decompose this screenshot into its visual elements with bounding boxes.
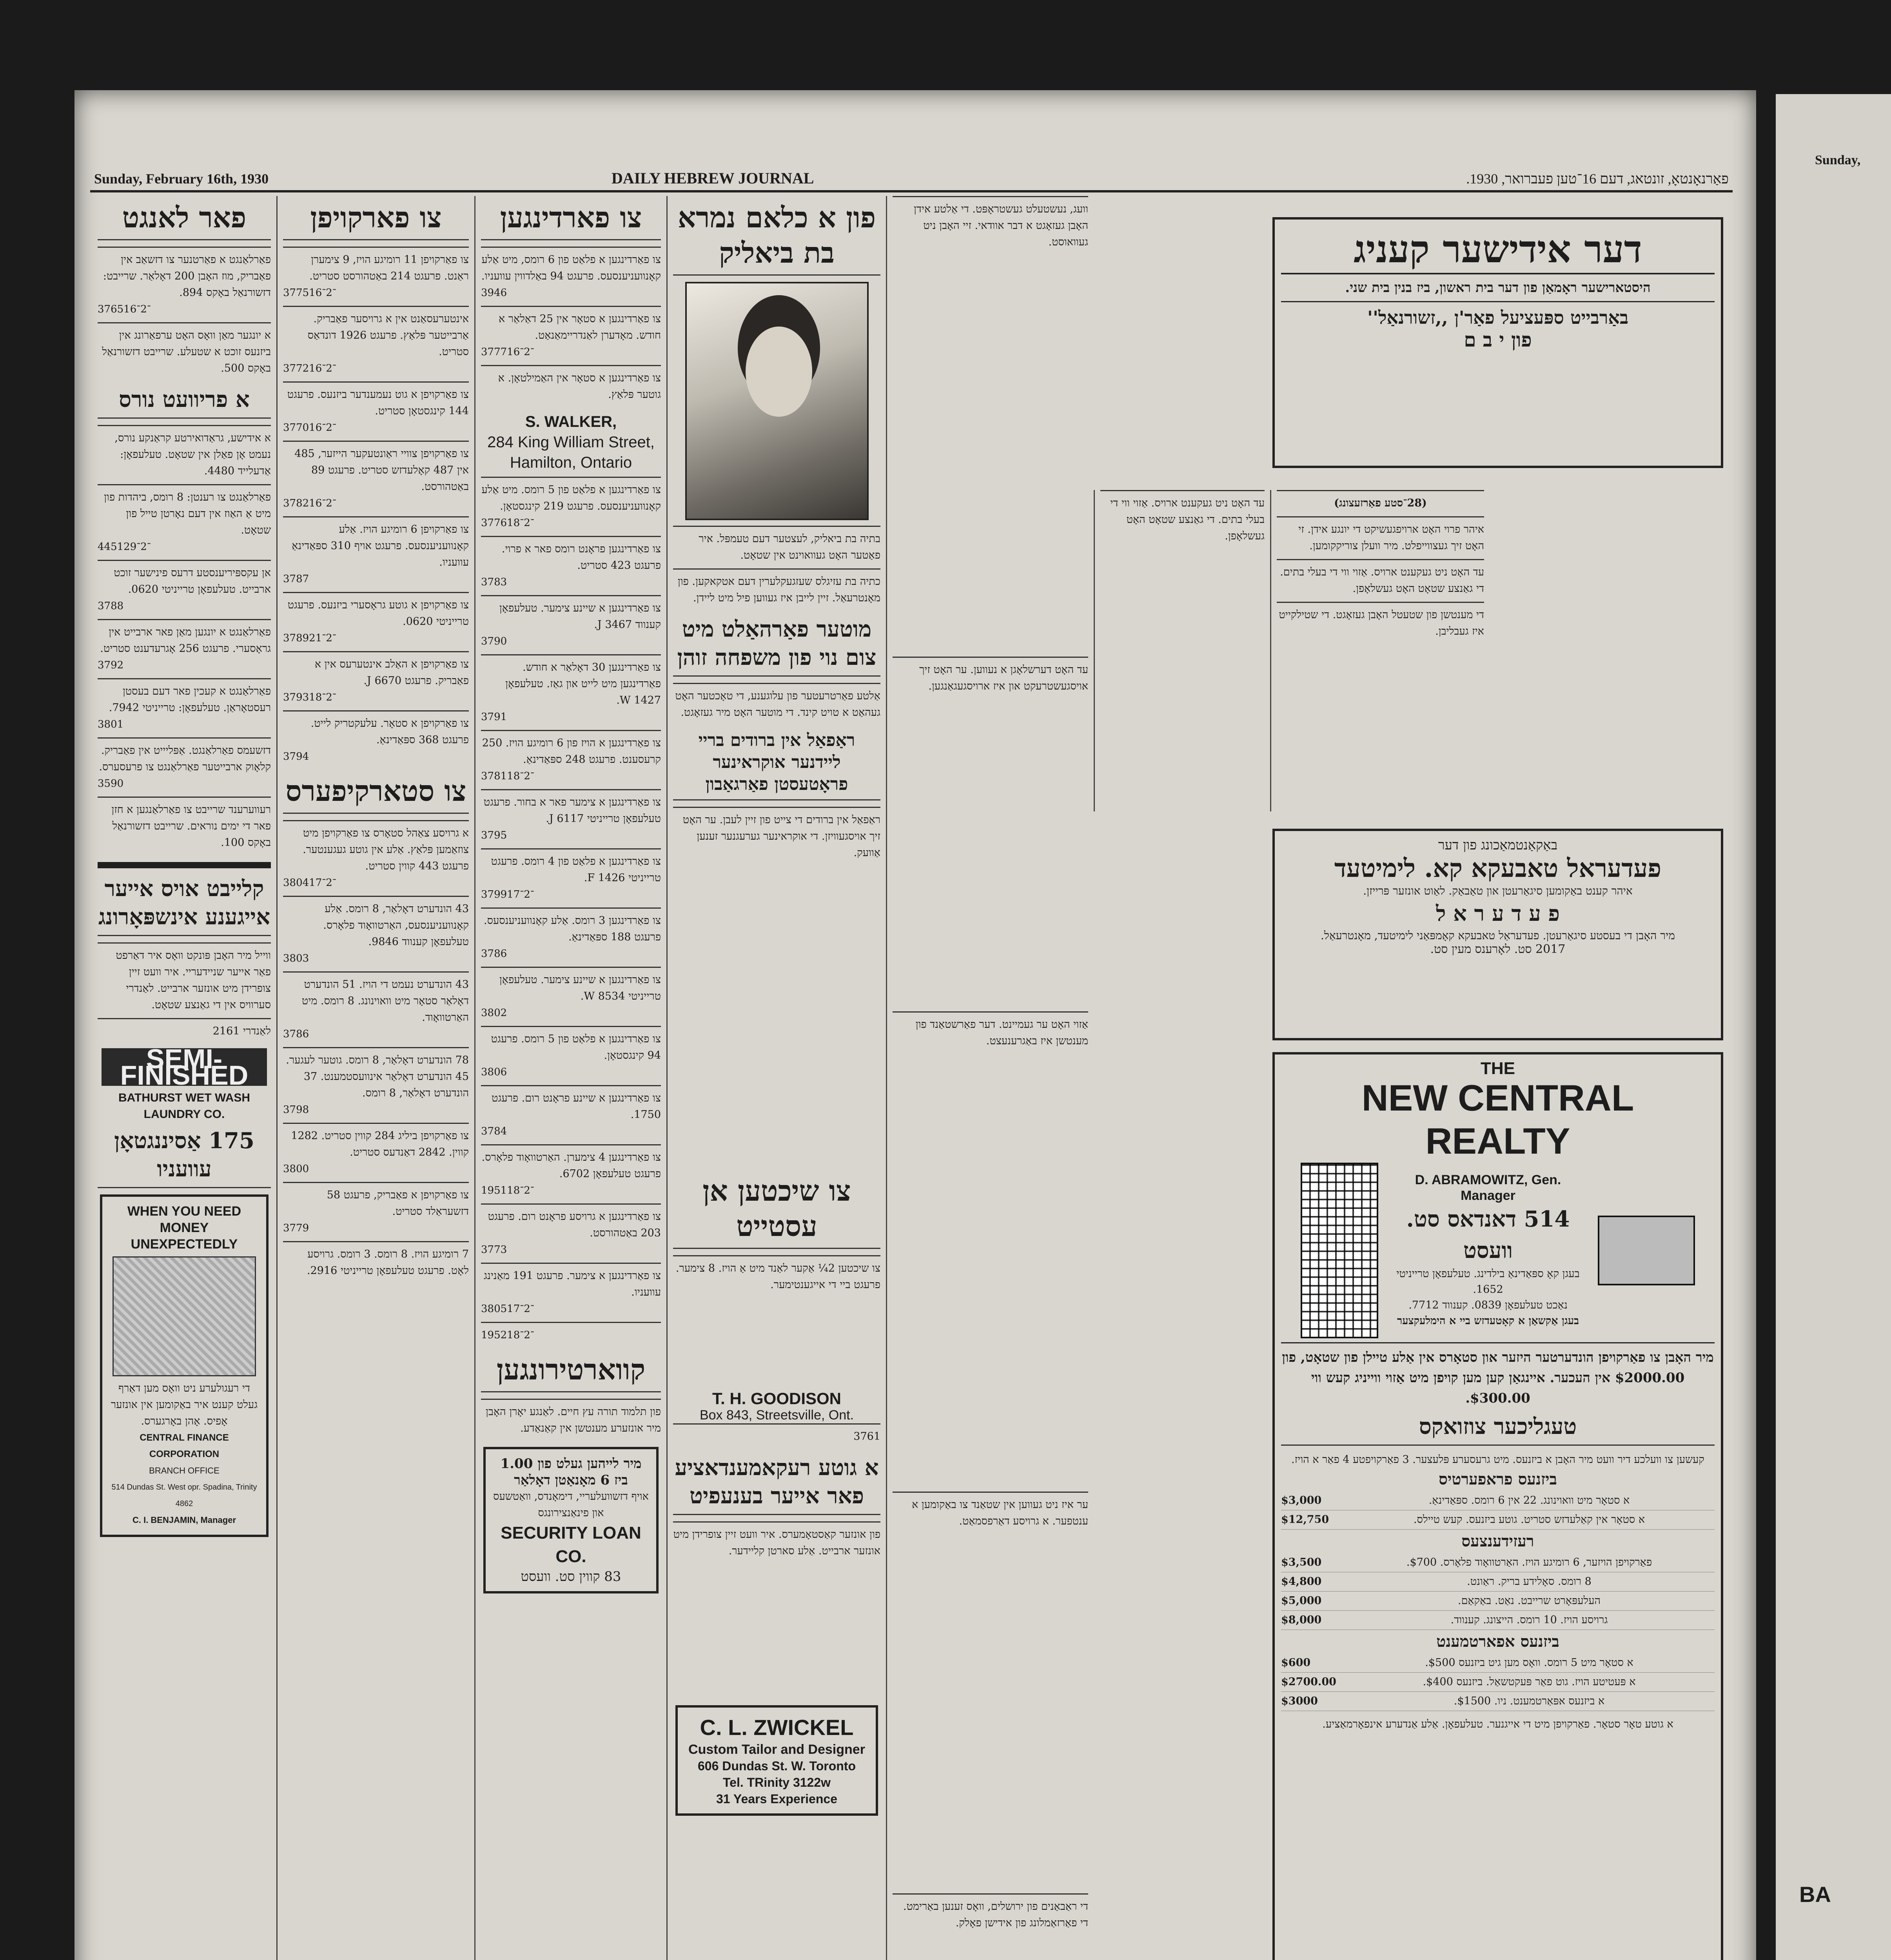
section-header: צו סטארקיפערס xyxy=(283,773,469,814)
masthead-title: DAILY HEBREW JOURNAL xyxy=(612,169,814,187)
classified-ad xyxy=(283,1241,469,1284)
classified-ad xyxy=(283,710,469,769)
serial-body: איהר פרוי האָט ארויפגעשיקט די יונגע אידן. זי האָט זיך געצווייפלט. מיר וועלן צוריקקומען. xyxy=(1277,516,1484,559)
ad-id: 3806 xyxy=(481,1066,507,1078)
serial-body: די מענטשן פון שטעטל האָבן געזאָגט. די שטילקייט איז געבליבן. xyxy=(1277,602,1484,644)
listing-row xyxy=(1281,1611,1715,1630)
editorial-body: ער איז ניט געווען אין שטאַנד צו באַקומען א ענטפער. א גרויסע דאַרפסמאַט. xyxy=(893,1492,1088,1893)
ad-text: 7 רומיגע הויז. 8 רומס. 3 רומס. גרויסע לאָט. פרעגט טעלעפאָן טרייניטי 2916. xyxy=(307,1248,469,1277)
realty-manager: D. ABRAMOWITZ, Gen. Manager xyxy=(1415,1172,1561,1203)
serial-special: באַרבייט ספּעציעל פאַר'ן ,,זשורנאַל'' xyxy=(1281,301,1715,328)
finance-title: WHEN YOU NEED MONEY UNEXPECTEDLY xyxy=(127,1204,241,1252)
tobacco-address: 2017 סט. לאָרענס מעין סט. xyxy=(1430,942,1566,956)
ad-phone: לאַנדרי 2161 xyxy=(98,1018,271,1044)
classified-ad xyxy=(481,848,661,907)
tobacco-name: פ ע ד ע ר א ל xyxy=(1436,901,1560,926)
serial-masthead-box xyxy=(1272,217,1723,468)
realty-section-header: ביזנעס אפארטמענט xyxy=(1436,1632,1559,1651)
ad-id: 3786 xyxy=(481,948,507,960)
ad-id: 3799־2־17 xyxy=(481,889,534,900)
ad-id: 3789־2־21 xyxy=(283,632,336,644)
ad-text: פאַרלאַנגט צו רענטן: 8 רומס, ביהדות פון מיט אַ האַוז אין דעם נאָרטן טייל פון שטאָט. xyxy=(104,491,271,536)
listing-text: העלעפּאָרט שרייבט. נאַט. באַקאַם. xyxy=(1458,1595,1601,1607)
story-body: ראַפאַל אין ברודים די צייט פון זיין לעבן. ער האָט זיך אויסגעוויזן. די אוקראינער גערעגנער זענען אַוועק. xyxy=(673,807,880,1169)
finance-branch: BRANCH OFFICE xyxy=(149,1466,220,1475)
finance-manager: C. I. BENJAMIN, Manager xyxy=(132,1515,236,1525)
classified-ad xyxy=(283,381,469,441)
ad-id: 3793־2־18 xyxy=(283,691,336,703)
realty-address-note: בעגן קאָ ספּאַדינאַ בילדינג. טעלעפאָן טרייניטי 1652. xyxy=(1396,1268,1580,1296)
section-header: צו פארקויפן xyxy=(283,200,469,240)
zwickel-phone: Tel. TRinity 3122w xyxy=(722,1775,831,1789)
tobacco-ad xyxy=(1272,829,1723,1040)
realty-intro: קעשען צו וועלכע דיר וועט מיר האָבן א ביזנעס. מיט גרעסערע פּלעצער. 3 פאַרקויפטע 4 פאַר א הויז. xyxy=(1291,1454,1704,1466)
ad-id: 3795 xyxy=(481,829,507,841)
realty-pitch: מיר האָבן צו פאַרקויפן הונדערטער היזער און סטאָרס אין אַלע טיילן פון שטאָט, פון $2000.00 אין העכער. איינגאַן קען מען קויפן מיט אַזוי ווייניג קעש ווי $300.00. xyxy=(1281,1342,1715,1408)
tobacco-intro: באַקאַנטמאַכונג פון דער xyxy=(1438,837,1558,853)
laundry-logo: SEMI-FINISHED xyxy=(102,1048,267,1086)
section-header: פאר לאנגט xyxy=(98,200,271,240)
classified-ad xyxy=(98,678,271,737)
ad-text: א גרויסע צאַהל סטאָרס צו פאַרקויפן מיט צוזאַמען פּלאַץ. אַלע אין גוטע געגענטער. פרעגט 443 קווין סטריט. xyxy=(303,827,469,872)
ad-text: פאַרלאַנגט א פאַרטנער צו דזשאַב אין פאַבריק, מוז האָבן 200 דאָלאַר. שרייבט: דזשורנאַל באָקס 894. xyxy=(103,254,271,299)
classified-ad xyxy=(481,654,661,730)
classified-ad xyxy=(283,820,469,896)
ad-text: צו פאַרקויפן ביליג 284 קווין סטריט. 1282 קווין. 2842 דאַנדעס סטריט. xyxy=(291,1130,469,1158)
listing-text: א ביזנעס אפּאַרטמענט. ניו. $1500. xyxy=(1454,1695,1605,1707)
serial-subtitle: היסטארישער ראָמאַן פון דער בית ראשון, ביז בנין בית שני. xyxy=(1345,280,1651,296)
masthead xyxy=(90,167,1733,192)
serial-number: (28־סטע פאַרזעצונג) xyxy=(1277,490,1484,516)
ad-text: צו פאַרדינגען א גרויסע פראָנט רום. פרעגט 203 באַטהורסט. xyxy=(488,1210,661,1239)
column-story xyxy=(666,196,886,1960)
story-subhead: מוטער פאַרהאַלט מיט צום נוי פון משפחה זוהן xyxy=(673,615,880,677)
adjacent-page xyxy=(1776,94,1891,1960)
classified-ad xyxy=(283,1182,469,1241)
finance-text: די רעגולערע ניט וואָס מען דאַרף געלט קענט איר באַקומען אין אונזער אָפיס. אָהן באָרגערס. xyxy=(111,1382,258,1427)
listing-price: $12,750 xyxy=(1281,1514,1329,1526)
ad-text: רעווערענד שרייבט צו פאַרלאַנגען א חזן פאר די ימים נוראים. שרייבט דזשורנאַל באָקס 100. xyxy=(111,804,271,849)
photo-caption: בתיה בת ביאליק, לעצטער דעם טעמפּל. איר פאַטער האָט געוואוינט אין שטאָט. xyxy=(673,526,880,568)
walker-city: Hamilton, Ontario xyxy=(510,454,632,471)
classified-ad xyxy=(283,971,469,1047)
ad-text: דזשעמס פאַרלאַנגט. אַפּליייט אין פאַבריק. קלאָוק ארבייטער פאַרלאַנגט צו פרעסערס. xyxy=(99,744,271,773)
tobacco-title: פעדעראל טאבעקא קא. לימיטעד xyxy=(1334,854,1662,883)
masthead-hebrew-date: פאַרנאָנטאָ, זונטאג, דעם 16־טען פעברואר, 1930. xyxy=(1466,171,1729,187)
listing-price: $3,000 xyxy=(1281,1494,1322,1506)
listing-text: 8 רומס. סאָלידע בריק. ראַונט. xyxy=(1467,1575,1592,1588)
finance-ad xyxy=(100,1194,269,1537)
column-for-rent xyxy=(474,196,666,1960)
story-headline: פון א כלאם נמרא בת ביאליק xyxy=(673,200,880,276)
ad-id: 3777־2־16 xyxy=(481,346,534,358)
serial-author: פון י ב ם xyxy=(1464,328,1532,351)
classified-ad xyxy=(283,1123,469,1182)
ad-text: פון אונזער קאַסטאָמערס. איר וועט זיין צופרידן מיט אונזער ארבייט. אַלע סארטן קליידער. xyxy=(673,1521,880,1700)
listing-row xyxy=(1281,1491,1715,1510)
ad-text: צו פאַרקויפן א גוטע גראָסערי ביזנעס. פרעגט טרייניטי 0620. xyxy=(287,599,469,628)
listing-price: $2700.00 xyxy=(1281,1676,1336,1688)
tobacco-body: איהר קענט באַקומען סיגאַרעטן און טאַבאַק. לאַוט אונזער פּרייזן. xyxy=(1363,884,1633,897)
ad-id: 3787 xyxy=(283,573,309,585)
goodison-address: Box 843, Streetsville, Ont. xyxy=(699,1408,854,1423)
listing-row xyxy=(1281,1592,1715,1611)
zwickel-name: C. L. ZWICKEL xyxy=(700,1715,854,1740)
ad-id: 3946 xyxy=(481,287,507,299)
listing-row xyxy=(1281,1653,1715,1673)
classified-ad xyxy=(283,651,469,710)
classified-ad xyxy=(481,1203,661,1263)
zwickel-ad xyxy=(675,1705,878,1816)
ad-id: 3804־2־17 xyxy=(283,877,336,889)
ad-text: 78 הונדערט דאָלאַר, 8 רומס. גוטער לעגער. 45 הונדערט דאָלאַר אינוועסטמענט. 37 הונדערט דאָלאַר, 8 רומס. xyxy=(286,1054,469,1099)
ad-text: צו פאַרדינגען פראָנט רומס פאר א פרוי. פרעגט 423 סטריט. xyxy=(501,543,661,572)
ad-text: צו פאַרדינגען א שיינע צימער. טעלעפאָן קענווד 3467 J. xyxy=(499,602,661,631)
ad-id: 3783 xyxy=(481,576,507,588)
zwickel-address: 606 Dundas St. W. Toronto xyxy=(698,1759,856,1773)
walker-street: 284 King William Street, xyxy=(487,434,655,451)
ad-id: 3772־2־16 xyxy=(283,363,336,374)
ad-id: 3801 xyxy=(98,719,124,730)
ad-text: אינטערעסאַנט אין א גרויסער פאַבריק. אַרבייטער פּלאַץ. פרעגט 1926 דונדאַס סטריט. xyxy=(307,313,469,358)
ad-text: צו פאַרקויפן צוויי ראַונטעקער הייזער, 485 אין 487 קאָלעדזש סטריט. פרעגט 89 באַטהורסט. xyxy=(294,448,469,493)
classified-ad xyxy=(481,1322,661,1348)
ad-id: 4451־2־29 xyxy=(98,541,151,553)
section-header: קלייבט אויס אייער אייגענע אינשפּאָרונג xyxy=(98,875,271,936)
loan-ad xyxy=(483,1447,659,1593)
column-ads xyxy=(92,196,276,1960)
section-header: קווארטירונגען xyxy=(481,1352,661,1392)
listing-text: א סטאָר מיט וואוינונג. 22 אין 6 רומס. ספּאַדינאַ. xyxy=(1428,1494,1630,1506)
classified-ad xyxy=(283,896,469,971)
divider xyxy=(98,862,271,868)
ad-text: פאַרלאַנגט א יונגען מאַן פאר ארבייט אין גראָסערי. פרעגט 256 אָגרעדענט סטריט. xyxy=(100,626,271,655)
section-header: צו פארדינגען xyxy=(481,200,661,240)
column-editorial xyxy=(886,196,1094,1960)
ad-id: 3770־2־16 xyxy=(283,422,336,434)
serial-title: דער אידישער קעניג xyxy=(1281,226,1715,274)
ad-text: 43 הונדערט דאָלאַר, 8 רומס. אַלע קאָנוועניענסעס, האַרטוואָוד פלאָרס. טעלעפאָן קענווד 9846. xyxy=(323,903,469,948)
ad-text: צו פאַרדינגען א פלאַט פון 5 רומס. פרעגט 94 קינגסטאָן. xyxy=(491,1033,661,1062)
realty-ad xyxy=(1272,1052,1723,1960)
ad-text: צו שיכטען 2¼ אַקער לאַנד מיט אַ הויז. 8 צימער. פרעגט ביי די אייגענטימער. xyxy=(673,1255,880,1390)
ad-text: צו פאַרדינגען א פלאַט פון 5 רומס. מיט אַלע קאָנוועניענסעס. פרעגט 219 קינגסטאָן. xyxy=(481,484,661,512)
zwickel-experience: 31 Years Experience xyxy=(716,1792,837,1806)
classified-ad xyxy=(283,441,469,516)
classified-ad xyxy=(481,595,661,654)
adjacent-date: Sunday, xyxy=(1815,153,1861,167)
ad-text: צו פאַרקויפן 6 רומיגע הויז. אַלע קאָנוועניענסעס. פרעגט אויף 310 ספּאַדינאַ עוועניו. xyxy=(292,523,469,568)
listing-row xyxy=(1281,1510,1715,1530)
classified-ad xyxy=(98,484,271,560)
loan-company: SECURITY LOAN CO. xyxy=(501,1523,641,1566)
listing-price: $3,500 xyxy=(1281,1556,1322,1568)
classified-ad xyxy=(481,907,661,967)
listing-price: $600 xyxy=(1281,1657,1311,1669)
editorial-body: עד האָט דערשלאָגן א נעווען. ער האָט זיך אויסגעשטרעקט און איז ארויסגעגאַנגען. xyxy=(893,657,1088,1011)
walker-address xyxy=(481,412,661,473)
story-body: אַלטע פאַרטרעטער פון עלוגענע, די טאָכטער האָט געהאַט א טויט קינד. די מוטער האָט מיר געזאָגט. xyxy=(673,683,880,726)
column-for-sale xyxy=(276,196,474,1960)
ad-text: צו פאַרדינגען א פלאַט פון 6 רומס, מיט אַלע קאָנוועניענסעס. פרעגט 94 באַלדווין עוועניו. xyxy=(481,254,661,282)
ad-id: 3792 xyxy=(98,659,124,671)
loan-line: אויף דזשוועלעריי, דימאָנדס, וואַטשעס און פינאַנצירונגס xyxy=(493,1490,649,1519)
ad-id: 1952־2־18 xyxy=(481,1329,534,1341)
listing-row xyxy=(1281,1553,1715,1572)
ad-text: אן עקספּיריענסטע דרעס פינישער זוכט ארבייט. טעלעפאָן טרייניטי 0620. xyxy=(114,567,271,595)
serial-body: עד האָט ניט געקענט ארויס. אַזוי ווי די בעלי בתים. די גאַנצע שטאָט האָט געשלאָפן. xyxy=(1277,559,1484,602)
listing-text: א פּעטיטע הויז. גוט פאַר פּעקטשאַל. ביזנעס $400. xyxy=(1423,1676,1636,1688)
finance-company: CENTRAL FINANCE CORPORATION xyxy=(140,1432,229,1459)
listing-text: גרויסע הויז. 10 רומס. הייצונג. קענווד. xyxy=(1450,1614,1608,1626)
ad-text: צו פאַרדינגען א שיינע פראָנט רום. פרעגט 1750. xyxy=(492,1092,661,1121)
ad-id: 3786 xyxy=(283,1028,309,1040)
story-subhead: ראַפאַל אין ברודים בריי ליידנער אוקראינער פראָטעסטן פאַרגאַבון xyxy=(673,730,880,800)
classified-ad xyxy=(481,247,661,306)
listing-row xyxy=(1281,1572,1715,1592)
finance-address: 514 Dundas St. West opr. Spadina, Trinity 4862 xyxy=(111,1483,257,1508)
ad-id: 3802 xyxy=(481,1007,507,1019)
realty-footer: א גוטע טאָר סטאָר. פאַרקויפן מיט די אייגנער. טעלעפאָן. אַלע אַנדערע אינפאָרמאַציע. xyxy=(1322,1718,1673,1730)
ad-id: 3798 xyxy=(283,1104,309,1116)
realty-section-header: ביזנעס פראפערטיס xyxy=(1439,1470,1557,1488)
classified-ad xyxy=(98,619,271,678)
classified-ad xyxy=(283,592,469,651)
editorial-body: וועג, נעשטעלט געשטראָפּט. די אַלטע אידן האָבן געזאָגט א דבר אוודאי. זיי האָבן ניט געוואוסט. xyxy=(893,196,1088,657)
tobacco-body: מיר האָבן די בעסטע סיגאַרעטן. פעדעראַל טאבעקא קאָמפּאַני לימיטעד, מאָנטרעאַל. xyxy=(1321,929,1675,942)
classified-ad xyxy=(283,1047,469,1123)
ad-id: 3803 xyxy=(283,953,309,964)
ad-text: פאַרלאַנגט א קעכין פאר דעם בעסטן רעסטאָראַן. טעלעפאָן: טרייניטי 7942. xyxy=(109,685,271,714)
ad-id: 3773 xyxy=(481,1244,507,1256)
ad-text: צו פאַרדינגען 4 צימערן. האַרטוואָוד פלאָרס. פרעגט טעלעפאָן 6702. xyxy=(481,1151,661,1180)
ad-id: 3776־2־18 xyxy=(481,517,534,529)
ad-id: 1951־2־18 xyxy=(481,1185,534,1196)
column-serial xyxy=(1270,490,1490,811)
classified-ad xyxy=(481,789,661,848)
ad-text: צו פאַרקויפן א סטאָר. עלעקטריק לייט. פרעגט 368 ספּאַדינאַ. xyxy=(310,717,469,746)
section-header: א פריוועט נורס xyxy=(98,385,271,419)
classified-ad xyxy=(481,477,661,536)
ad-id: 3794 xyxy=(283,751,309,762)
loan-address: 83 קווין סט. וועסט xyxy=(521,1569,621,1584)
ad-id: 3775־2־16 xyxy=(283,287,336,299)
classified-ad xyxy=(283,306,469,381)
ad-id: 3781־2־18 xyxy=(481,770,534,782)
classified-ad xyxy=(481,536,661,595)
ad-id: 3590 xyxy=(98,778,124,789)
listing-price: $3000 xyxy=(1281,1695,1318,1707)
ad-text: פון תלמוד תורה עץ חיים. לאַנגע יאָרן האָבן מיר אונזערע מענטשן אין קאַנאַדע. xyxy=(481,1399,661,1441)
ad-id: 3788 xyxy=(98,600,124,612)
loan-line: ביז 6 מאָנאַטן דאָלאַר xyxy=(514,1472,628,1488)
masthead-date: Sunday, February 16th, 1930 xyxy=(94,171,269,187)
realty-name: REALTY xyxy=(1425,1120,1570,1161)
section-header: צו שיכטען אן עסטייט xyxy=(673,1173,880,1249)
editorial-body: אַזוי האָט ער געמיינט. דער פאַרשטאַנד פון מענטשן איז באַגרענעצט. xyxy=(893,1011,1088,1492)
ad-id: 3782־2־16 xyxy=(283,497,336,509)
classified-ad xyxy=(98,560,271,619)
laundry-name: BATHURST WET WASH LAUNDRY CO. xyxy=(118,1091,250,1121)
ad-text: צו פאַרקויפן א גוט נעמענדער ביזנעס. פרעגט 144 קינגסטאָן סטריט. xyxy=(287,388,469,417)
ad-id: 3761 xyxy=(673,1423,880,1450)
ad-text: צו פאַרקויפן 11 רומיגע הויז, 9 צימערן ראַנט. פרעגט 214 באַטהורסט סטריט. xyxy=(309,254,469,282)
listing-price: $5,000 xyxy=(1281,1595,1322,1607)
ad-text: צו פאַרדינגען א פלאַט פון 4 רומס. פרעגט טרייניטי 1426 F. xyxy=(491,855,661,884)
classified-ad xyxy=(481,365,661,408)
listing-price: $4,800 xyxy=(1281,1575,1322,1588)
listing-price: $8,000 xyxy=(1281,1614,1322,1626)
ad-text: א אידישע, גראַדואירטע קראַנקע נורס, נעמט אָן פאַלן אין שטאָט. טעלעפאָן: אַדעלייד 4480. xyxy=(98,425,271,484)
classified-ad xyxy=(481,967,661,1026)
listing-row xyxy=(1281,1673,1715,1692)
ad-text: 43 הונדערט נעמט די הויז. 51 הונדערט דאָלאַר סטאָר מיט וואוינונג. 8 רומס. מיט האַרטוואָוד. xyxy=(302,978,469,1024)
ad-text: צו פאַרדינגען 3 רומס. אַלע קאָנוועניענסעס. פרעגט 188 ספּאַדינאַ. xyxy=(484,915,661,943)
ad-id: 3779 xyxy=(283,1222,309,1234)
building-illustration xyxy=(1301,1163,1378,1338)
classified-ad xyxy=(481,1085,661,1144)
classified-ad xyxy=(98,797,271,856)
ad-text: צו פאַרקויפן א האַלב אינטערעס אין א פאַבריק. פרעגט 6670 J. xyxy=(314,658,469,687)
listing-text: פאַרקויפן הויזער, 6 רומיגע הויז. האַרטוואָוד פלאָרס. $700. xyxy=(1406,1556,1652,1568)
ad-text: צו פאַרדינגען א סטאָר אין האַמילטאָן. א גוטער פּלאַץ. xyxy=(498,372,661,401)
loan-line: מיר לייהען געלט פון 1.00 xyxy=(500,1456,642,1472)
house-illustration xyxy=(1598,1216,1695,1285)
section-header: א גוטע רעקאמענדאציע פאר אייער בענעפיט xyxy=(673,1454,880,1515)
story-body: כתיה בת עזיגלס שעזגעקלערין דעם אטקאקען. פון מאָנטרעאַל. זיין לייבן איז געווען פיל מיט ליידן. xyxy=(673,568,880,611)
classified-ad xyxy=(481,1026,661,1085)
classified-ad xyxy=(98,737,271,797)
serial-body: עד האָט ניט געקענט ארויס. אַזוי ווי די בעלי בתים. די גאַנצע שטאָט האָט געשלאָפן. xyxy=(1100,490,1265,549)
zwickel-title: Custom Tailor and Designer xyxy=(688,1742,865,1757)
ad-text: צו פאַרדינגען א צימער. פרעגט 191 מאַנינג עוועניו. xyxy=(484,1270,661,1298)
ad-id: 3791 xyxy=(481,711,507,723)
goodison-name: T. H. GOODISON xyxy=(712,1389,842,1408)
adjacent-ad: BA xyxy=(1799,1882,1831,1907)
ad-text: צו פאַרדינגען א צימער פאר א בחור. פרעגט טעלעפאָן טרייניטי 6117 J. xyxy=(483,796,661,825)
ad-text: צו פאַרקויפן א פאַבריק, פרעגט 58 דזשעראַלד סטריט. xyxy=(327,1189,469,1218)
realty-tag: בעגן אַקשאַן א קאָטעדזש ביי א הימלעקצער xyxy=(1397,1315,1579,1327)
realty-address: 514 דאנדאס סט. וועסט xyxy=(1406,1206,1570,1263)
classified-ad xyxy=(283,516,469,592)
classified-ad xyxy=(481,1144,661,1203)
ad-id: 3800 xyxy=(283,1163,309,1175)
ad-id: 3805־2־17 xyxy=(481,1303,534,1315)
ad-text: צו פאַרדינגען א הויז פון 6 רומיגע הויז. 250 קרעסענט. פרעגט 248 ספּאַדינאַ. xyxy=(482,737,661,766)
portrait-photo xyxy=(685,282,869,520)
editorial-body: די ראַבאַנים פון ירושלים, וואָס זענען באַרימט. די פאַרזאַמלונג פון אידישן פאָלק. xyxy=(893,1893,1088,1936)
listing-text: א סטאָר מיט 5 רומס. וואָס מען גיט ביזנעס $500. xyxy=(1425,1657,1633,1669)
ad-text: צו פאַרדינגען 30 דאָלאַר א חודש. פאַרדינגען מיט לייט און גאַז. טעלעפאָן 1427 W. xyxy=(505,661,661,706)
classified-ad xyxy=(481,1263,661,1322)
classified-ad xyxy=(481,306,661,365)
realty-section-header: רעזידענצעס xyxy=(1461,1532,1534,1550)
money-illustration xyxy=(113,1256,256,1376)
classified-ad xyxy=(283,247,469,306)
ad-text: צו פאַרדינגען א שיינע צימער. טעלעפאָן טרייניטי 8534 W. xyxy=(499,974,661,1002)
realty-section-header: טעגליכער צוזואקס xyxy=(1281,1412,1715,1446)
walker-name: S. WALKER, xyxy=(525,413,617,430)
realty-night-phone: נאַכט טעלעפאָן 0839. קענווד 7712. xyxy=(1408,1299,1568,1311)
ad-id: 3765־2־16 xyxy=(98,303,151,315)
listing-text: א סטאָר אין קאַלעדזש סטריט. גוטע ביזנעס. קעש טיילס. xyxy=(1413,1514,1645,1526)
ad-text: א יונגער מאַן וואָס האָט ערפאַרונג אין ביזנעס זוכט א שטעלע. שרייבט דזשורנאַל באָקס 500. xyxy=(102,329,271,374)
ad-id: 3784 xyxy=(481,1125,507,1137)
ad-text: ווייל מיר האָבן פּונקט וואָס איר דאַרפט פאַר אייער שניידעריי. איר וועט זיין צופרידן מיט אונזער ארבייט. לאַנדרי סערוויס אין די גאַנצע שטאָט. xyxy=(98,942,271,1018)
ad-text: צו פאַרדינגען א סטאָר אין 25 דאַלאַר א חודש. מאָדערן לאַנדריימאַנאַט. xyxy=(498,313,661,341)
listing-row xyxy=(1281,1692,1715,1711)
laundry-address: 175 אַסיננגטאָן עוועניו xyxy=(98,1127,271,1188)
classified-ad xyxy=(481,730,661,789)
ad-id: 3790 xyxy=(481,635,507,647)
classified-ad xyxy=(98,322,271,381)
realty-name: NEW CENTRAL xyxy=(1361,1077,1634,1118)
column-serial-2 xyxy=(1094,490,1270,811)
classified-ad xyxy=(98,247,271,322)
realty-the: THE xyxy=(1481,1059,1515,1078)
